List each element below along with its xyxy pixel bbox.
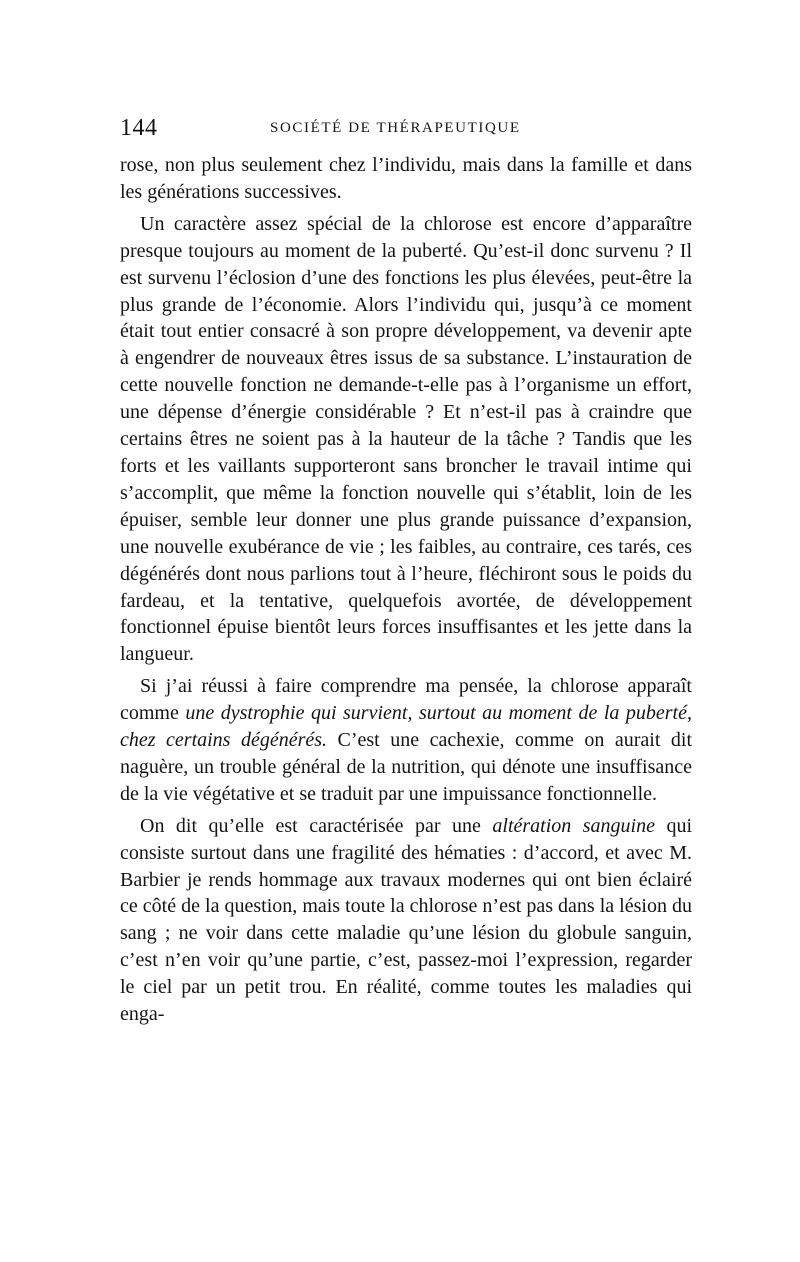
paragraph-dystrophy-text-end: C’est une cachexie, comme on aurait dit naguère, un trouble général de la nutrition, qui dénote une insuffisance de la vie végétative et se traduit par une impuissance fonctionnelle. <box>120 729 693 805</box>
paragraph-blood-alteration-emphasis: altération sanguine <box>492 814 655 837</box>
paragraph-puberty: Un caractère assez spécial de la chlorose est encore d’apparaître presque toujours au moment de la puberté. Qu’est-il donc survenu ? Il est survenu l’éclosion d’une des fonctions les plus élevées, peut-être la plus grande de l’économie. Alors l’individu qui, jusqu’à ce moment était tout entier consacré à son propre développement, va devenir apte à engendrer de nouveaux êtres issus de sa substance. L’instauration de cette nouvelle fonction ne demande-t-elle pas à l’organisme un effort, une dépense d’énergie considérable ? Et n’est-il pas à craindre que certains êtres ne soient pas à la hauteur de la tâche ? Tandis que les forts et les vaillants supporteront sans broncher le travail intime qui s’accomplit, que même la fonction nouvelle qui s’établit, loin de les épuiser, semble leur donner une plus grande puissance d’expansion, une nouvelle exubérance de vie ; les faibles, au contraire, ces tarés, ces dégénérés dont nous parlions tout à l’heure, fléchiront sous le poids du fardeau, et la tentative, quelquefois avortée, de développement fonctionnel épuise bientôt leurs forces insuffisantes et les jette dans la langueur. <box>120 212 692 666</box>
paragraph-continuation: rose, non plus seulement chez l’individu, mais dans la famille et dans les générations successives. <box>120 154 692 203</box>
paragraph-dystrophy <box>120 673 692 808</box>
paragraph-blood-alteration <box>120 813 692 1028</box>
paragraph-dystrophy-emphasis: une dystrophie qui survient, surtout au moment de la puberté, chez certains dégénérés. <box>120 702 692 752</box>
running-title: SOCIÉTÉ DE THÉRAPEUTIQUE <box>270 120 521 136</box>
paragraph-dystrophy-text-start: Si j’ai réussi à faire comprendre ma pensée, la chlorose apparaît comme <box>120 675 692 725</box>
running-head <box>120 112 692 142</box>
paragraph-blood-alteration-text-start: On dit qu’elle est caractérisée par une <box>140 814 493 837</box>
paragraph-blood-alteration-text-end: qui consiste surtout dans une fragilité des hématies : d’accord, et avec M. Barbier je rends hommage aux travaux modernes qui ont bien éclairé ce côté de la question, mais toute la chlorose n’est pas dans la lésion du sang ; ne voir dans cette maladie qu’une lésion du globule sanguin, c’est n’en voir qu’une partie, c’est, passez-moi l’expression, regarder le ciel par un petit trou. En réalité, comme toutes les maladies qui enga- <box>120 814 692 1026</box>
page-number: 144 <box>120 115 158 141</box>
body-text <box>120 152 692 1033</box>
